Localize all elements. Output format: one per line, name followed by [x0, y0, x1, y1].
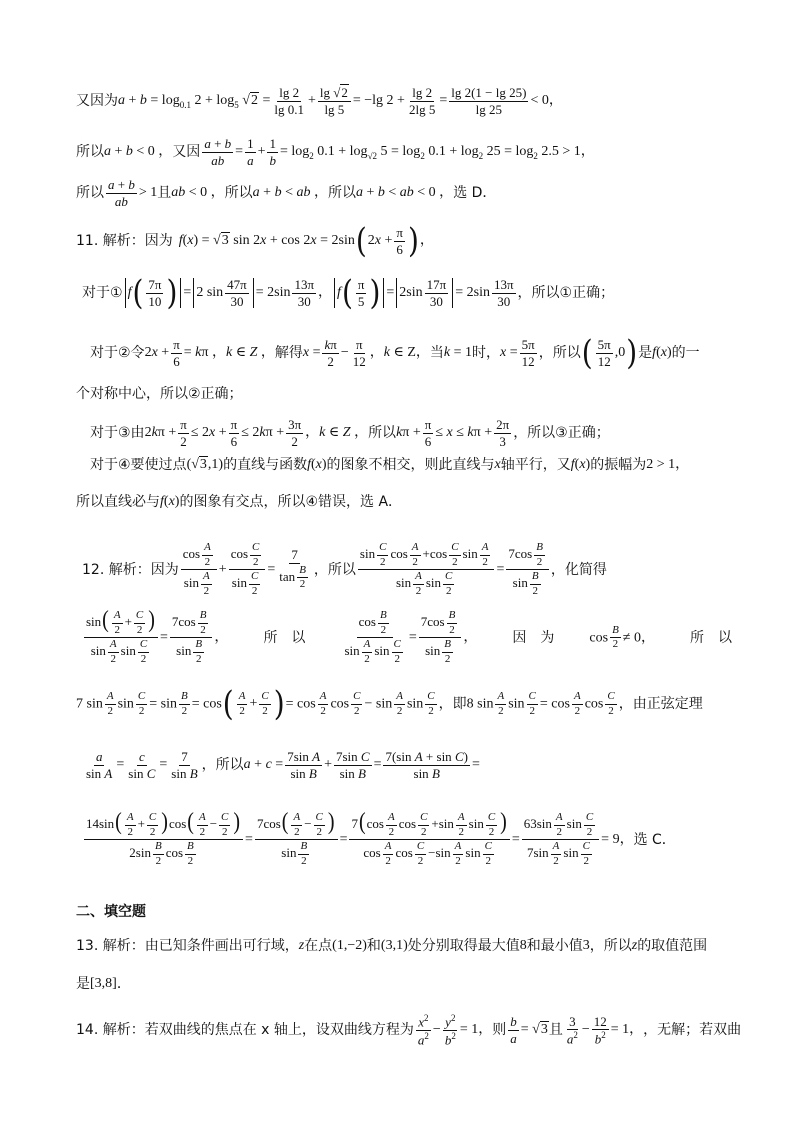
q12-line-1: 12. 解析：因为 cos $\frac{A}{2}$ sin $\frac{A}{2}$ + cos $\frac{C}{2}$ sin $\frac{C}{2}$ = 7 tan $\frac{B}{2}$ ，所以 sin $\frac{C}{2}$ cos $\frac{A}{2}$ +cos $\frac{C}{2}$ sin $\frac{A}{2}$ sin $\frac{A}{2}$ sin $\frac{C}{2}$ = 7cos $\frac{B}{2}$ sin $\frac{B}{2}$ ，化简得	[82, 541, 607, 597]
q11-line-6: 对于④要使过点 (√3,1) 的直线与函数 f(x) 的图象不相交，则此直线与 x 轴平行，又 f(x) 的振幅为 2 > 1，	[90, 457, 690, 473]
q13-line-2: 是 [3,8] ．	[76, 976, 131, 992]
q11-line-4: 个对称中心，所以②正确；	[76, 386, 243, 402]
line-1: 又因为 $a + b = \log_{0.1} 2 + \log_5 √2$ = $\frac{\lg 2}{\lg 0.1}$ + $\frac{\lg √2}{\lg 5}$ = −lg 2 + $\frac{\lg 2}{2\lg 5}$ = $\frac{\lg 2(1 - \lg 25)}{\lg 25}$ < 0，	[76, 85, 563, 117]
q12-line-5: 14sin( $\frac{A}{2}$ + $\frac{C}{2}$ )cos( $\frac{A}{2}$ − $\frac{C}{2}$ ) 2sin $\frac{B}{2}$ cos $\frac{B}{2}$ = 7cos( $\frac{A}{2}$ − $\frac{C}{2}$ ) sin $\frac{B}{2}$ = 7(cos $\frac{A}{2}$ cos $\frac{C}{2}$ +sin $\frac{A}{2}$ sin $\frac{C}{2}$ ) cos $\frac{A}{2}$ cos $\frac{C}{2}$ −sin $\frac{A}{2}$ sin $\frac{C}{2}$ = 63sin $\frac{A}{2}$ sin $\frac{C}{2}$ 7sin $\frac{A}{2}$ sin $\frac{C}{2}$ = 9， 选 C．	[86, 808, 676, 867]
q12-line-3: 7 sin $\frac{A}{2}$ sin $\frac{C}{2}$ = sin $\frac{B}{2}$ = cos ( $\frac{A}{2}$ + $\frac{C}{2}$ ) = cos $\frac{A}{2}$ cos $\frac{C}{2}$ − sin $\frac{A}{2}$ sin $\frac{C}{2}$ ，即 8 sin $\frac{A}{2}$ sin $\frac{C}{2}$ = cos $\frac{A}{2}$ cos $\frac{C}{2}$ ，由正弦定理	[76, 683, 703, 724]
q11-line-5: 对于③由 2kπ + $\frac{\pi}{2}$ ≤ 2x + $\frac{\pi}{6}$ ≤ 2kπ + $\frac{3\pi}{2}$ ，k ∈ Z ， 所以 kπ + $\frac{\pi}{6}$ ≤ x ≤ kπ + $\frac{2\pi}{3}$ ，所以③正确；	[90, 417, 610, 449]
line-1-math: $a + b = \log_{0.1} 2 + \log_5 √2$ =	[118, 92, 271, 110]
q14-line-1: 14. 解析：若双曲线的焦点在 x 轴上，设双曲线方程为 $\frac{x^2}{a^2}$ − $\frac{y^2}{b^2}$ = 1， 则 $\frac{b}{a}$ = √3 且 $\frac{3}{a^2}$ − $\frac{12}{b^2}$ = 1， ，无解；若双曲	[76, 1013, 742, 1048]
q12-line-2: sin( $\frac{A}{2}$ + $\frac{C}{2}$ ) sin $\frac{A}{2}$ sin $\frac{C}{2}$ = 7cos $\frac{B}{2}$ sin $\frac{B}{2}$ ， 所 以 cos $\frac{B}{2}$ sin $\frac{A}{2}$ sin $\frac{C}{2}$ = 7cos $\frac{B}{2}$ sin $\frac{B}{2}$ ， 因 为 cos $\frac{B}{2}$ ≠ 0， 所 以	[86, 606, 732, 665]
q12-line-4: $\frac{a}{\text{sin A}}$ = $\frac{c}{\text{sin C}}$ = $\frac{7}{\text{sin B}}$ ，所以 a + c = $\frac{\text{7sin A}}{\text{sin B}}$ + $\frac{\text{7sin C}}{\text{sin B}}$ = $\frac{\text{7(sin A + sin C)}}{\text{sin B}}$ =	[86, 749, 480, 781]
q13-line-1: 13. 解析：由已知条件画出可行域， z 在点 (1,−2) 和 (3,1) 处分别取得最大值 8 和最小值 3 ，所以 z 的取值范围	[76, 938, 708, 954]
q11-line-1: 11. 解析：因为 f(x) = √3 sin 2x + cos 2x = 2sin ( 2x + $\frac{\pi}{6}$ ) ，	[76, 220, 434, 261]
line-3: 所以 $\frac{a + b}{ab}$ > 1 且 ab < 0 ， 所以 a + b < ab ， 所以 a + b < ab < 0 ， 选 D．	[76, 177, 497, 209]
q11-line-2: 对于① f ( $\frac{7\pi}{10}$ ) = 2 sin $\frac{47\pi}{30}$ = 2sin $\frac{13\pi}{30}$ ， f ( $\frac{\pi}{5}$ ) = 2sin $\frac{17\pi}{30}$ = 2sin $\frac{13\pi}{30}$ ，所以①正确；	[82, 272, 615, 313]
line-1-prefix: 又因为	[76, 93, 118, 110]
section-2-heading: 二、填空题	[76, 904, 146, 920]
line-2: 所以 a + b < 0 ， 又因 $\frac{a + b}{ab}$ = $\frac{1}{a}$ + $\frac{1}{b}$ = $\log_2 0.1 + \log_{√2} 5 = \log_2 0.1 + \log_2 25 = \log_2 2.5 > 1$，	[76, 136, 595, 168]
q11-line-3: 对于②令 2x + $\frac{\pi}{6}$ = kπ ，k ∈ Z ， 解得 x = $\frac{k\pi}{2}$ − $\frac{\pi}{12}$ ，k ∈ Z， 当 k = 1 时， x = $\frac{5\pi}{12}$ ，所以 ( $\frac{5\pi}{12}$ ,0 ) 是 f(x) 的一	[90, 332, 700, 373]
q11-line-7: 所以直线必与 f(x) 的图象有交点，所以④错误，选 A．	[76, 494, 403, 510]
